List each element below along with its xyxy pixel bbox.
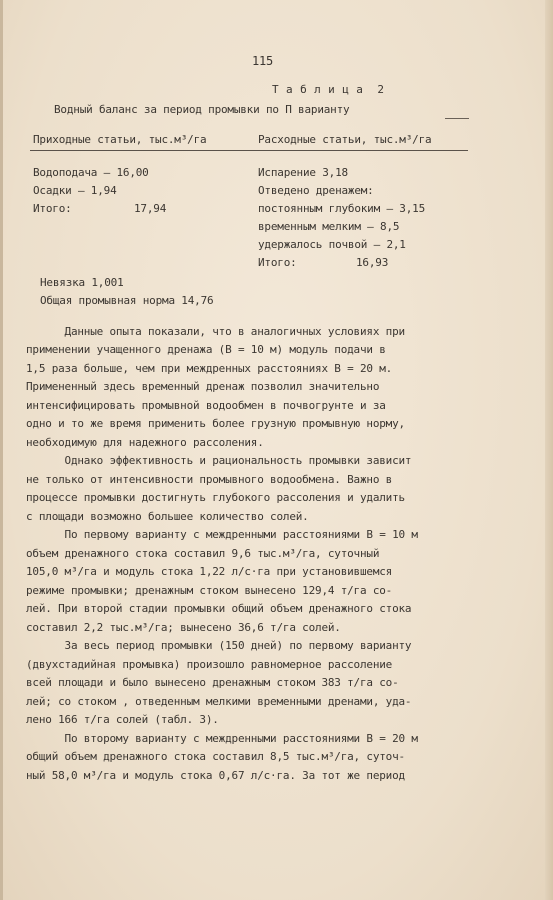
body-line: применении учащенного дренажа (В = 10 м) модуль подачи в [26, 343, 386, 356]
column-header-expense: Расходные статьи, тыс.м³/га [258, 133, 432, 146]
body-line: 1,5 раза больше, чем при междренных расстояниях В = 20 м. [26, 362, 393, 375]
body-line: интенсифицировать промывной водообмен в почвогрунте и за [26, 399, 386, 412]
body-line: По второму варианту с междренными расстояниями В = 20 м [26, 732, 418, 745]
body-line: Однако эффективность и рациональность промывки зависит [26, 454, 412, 467]
expense-row: удержалось почвой – 2,1 [258, 238, 406, 251]
expense-total-value: 16,93 [356, 256, 389, 269]
page-number: 115 [252, 54, 274, 68]
body-line: По первому варианту с междренными расстояниями В = 10 м [26, 528, 418, 541]
body-line: режиме промывки; дренажным стоком вынесено 129,4 т/га со- [26, 584, 393, 597]
expense-row: постоянным глубоким – 3,15 [258, 202, 425, 215]
page-right-edge [545, 0, 553, 900]
body-line: всей площади и было вынесено дренажным стоком 383 т/га со- [26, 676, 399, 689]
total-norm-line: Общая промывная норма 14,76 [40, 294, 214, 307]
body-line: лено 166 т/га солей (табл. 3). [26, 713, 219, 726]
income-row: Водоподача – 16,00 [33, 166, 149, 179]
table-title: Водный баланс за период промывки по П варианту [54, 103, 350, 116]
body-line: объем дренажного стока составил 9,6 тыс.м³/га, суточный [26, 547, 380, 560]
page-left-edge [0, 0, 3, 900]
table-header-rule [30, 150, 468, 151]
underline-mark [445, 118, 469, 119]
body-line: лей; со стоком , отведенным мелкими временными дренами, уда- [26, 695, 412, 708]
expense-row: временным мелким – 8,5 [258, 220, 400, 233]
imbalance-line: Невязка 1,001 [40, 276, 124, 289]
body-line: 105,0 м³/га и модуль стока 1,22 л/с·га при установившемся [26, 565, 393, 578]
expense-row: Отведено дренажем: [258, 184, 374, 197]
body-line: составил 2,2 тыс.м³/га; вынесено 36,6 т/га солей. [26, 621, 341, 634]
body-line: (двухстадийная промывка) произошло равномерное рассоление [26, 658, 393, 671]
body-line: лей. При второй стадии промывки общий объем дренажного стока [26, 602, 412, 615]
body-line: необходимую для надежного рассоления. [26, 436, 264, 449]
expense-total-label: Итого: [258, 256, 297, 269]
body-line: не только от интенсивности промывного водообмена. Важно в [26, 473, 393, 486]
body-line: За весь период промывки (150 дней) по первому варианту [26, 639, 412, 652]
table-label: Т а б л и ц а 2 [272, 83, 385, 96]
body-line: ный 58,0 м³/га и модуль стока 0,67 л/с·га. За тот же период [26, 769, 405, 782]
body-line: Данные опыта показали, что в аналогичных условиях при [26, 325, 405, 338]
body-line: одно и то же время применить более грузную промывную норму, [26, 417, 405, 430]
expense-row: Испарение 3,18 [258, 166, 348, 179]
income-row: Осадки – 1,94 [33, 184, 117, 197]
body-line: с площади возможно большее количество солей. [26, 510, 309, 523]
income-total-label: Итого: [33, 202, 72, 215]
column-header-income: Приходные статьи, тыс.м³/га [33, 133, 207, 146]
body-line: Примененный здесь временный дренаж позволил значительно [26, 380, 380, 393]
body-line: общий объем дренажного стока составил 8,5 тыс.м³/га, суточ- [26, 750, 405, 763]
body-line: процессе промывки достигнуть глубокого рассоления и удалить [26, 491, 405, 504]
income-total-value: 17,94 [134, 202, 167, 215]
